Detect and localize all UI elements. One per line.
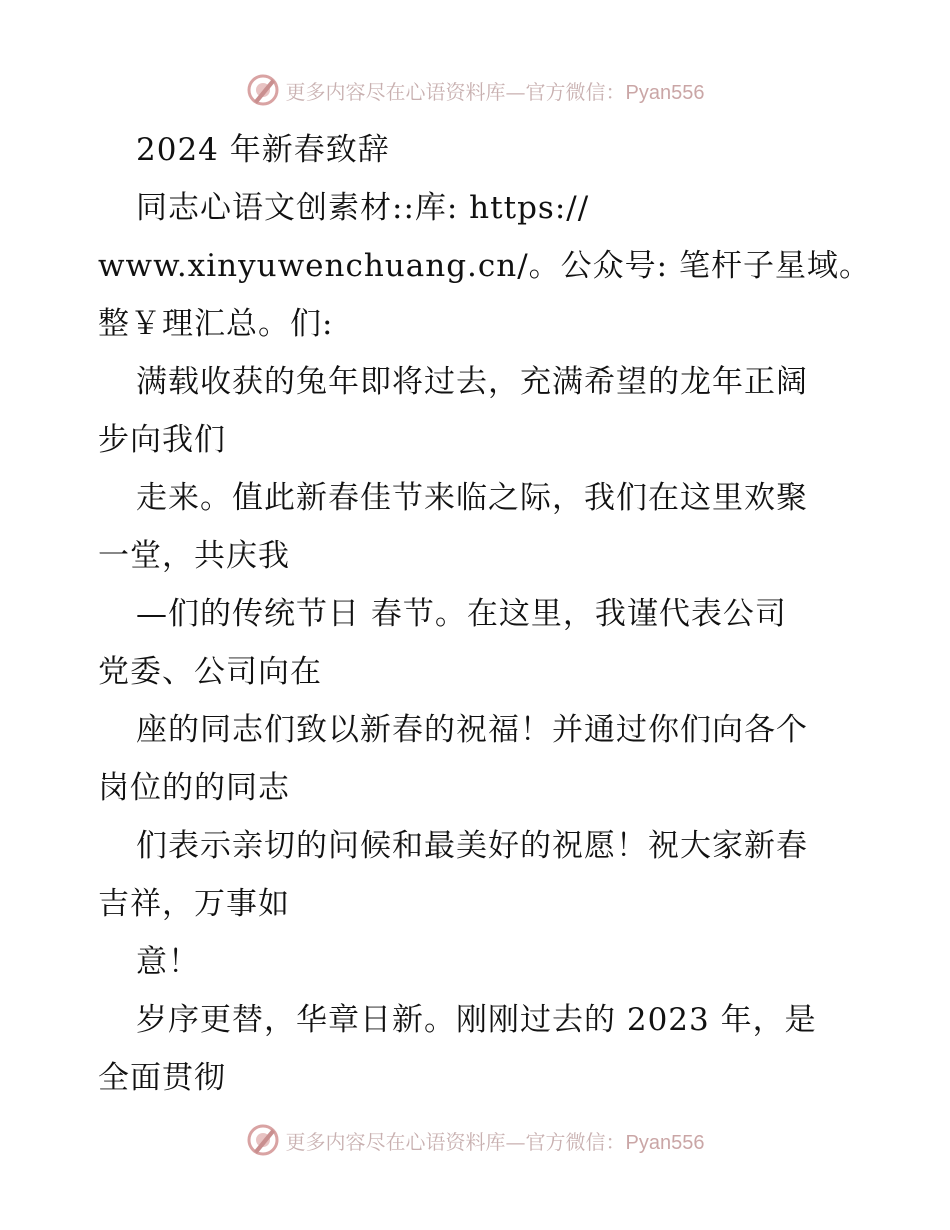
paragraph-line: www.xinyuwenchuang.cn/。公众号: 笔杆子星域。	[98, 248, 871, 284]
paragraph-line: 走来。值此新春佳节来临之际，我们在这里欢聚	[136, 480, 808, 516]
paragraph-line: 们表示亲切的问候和最美好的祝愿！祝大家新春	[136, 828, 808, 864]
paragraph-line: 步向我们	[98, 422, 226, 458]
pen-logo-icon	[246, 1123, 280, 1157]
paragraph-line: 岗位的的同志	[98, 770, 290, 806]
pen-logo-icon	[246, 73, 280, 107]
paragraph-line: 一堂，共庆我	[98, 538, 290, 574]
document-title: 2024 年新春致辞	[136, 132, 390, 168]
paragraph-line: 整￥理汇总。们:	[98, 306, 334, 342]
header-watermark	[0, 70, 950, 110]
watermark-text: 更多内容尽在心语资料库—官方微信：Pyan556	[285, 1129, 705, 1154]
paragraph-line: 座的同志们致以新春的祝福！并通过你们向各个	[136, 712, 808, 748]
paragraph-line: 意！	[136, 944, 200, 980]
paragraph-line: 全面贯彻	[98, 1060, 226, 1096]
paragraph-line: 党委、公司向在	[98, 654, 322, 690]
footer-watermark	[0, 1120, 950, 1160]
paragraph-line: 满载收获的兔年即将过去，充满希望的龙年正阔	[136, 364, 808, 400]
paragraph-line: —们的传统节日 春节。在这里，我谨代表公司	[136, 596, 787, 632]
paragraph-line: 同志心语文创素材::库: https://	[136, 190, 590, 226]
paragraph-line: 岁序更替，华章日新。刚刚过去的 2023 年，是	[136, 1002, 817, 1038]
paragraph-line: 吉祥，万事如	[98, 886, 290, 922]
watermark-text: 更多内容尽在心语资料库—官方微信：Pyan556	[285, 79, 705, 104]
document-body	[98, 121, 871, 1107]
